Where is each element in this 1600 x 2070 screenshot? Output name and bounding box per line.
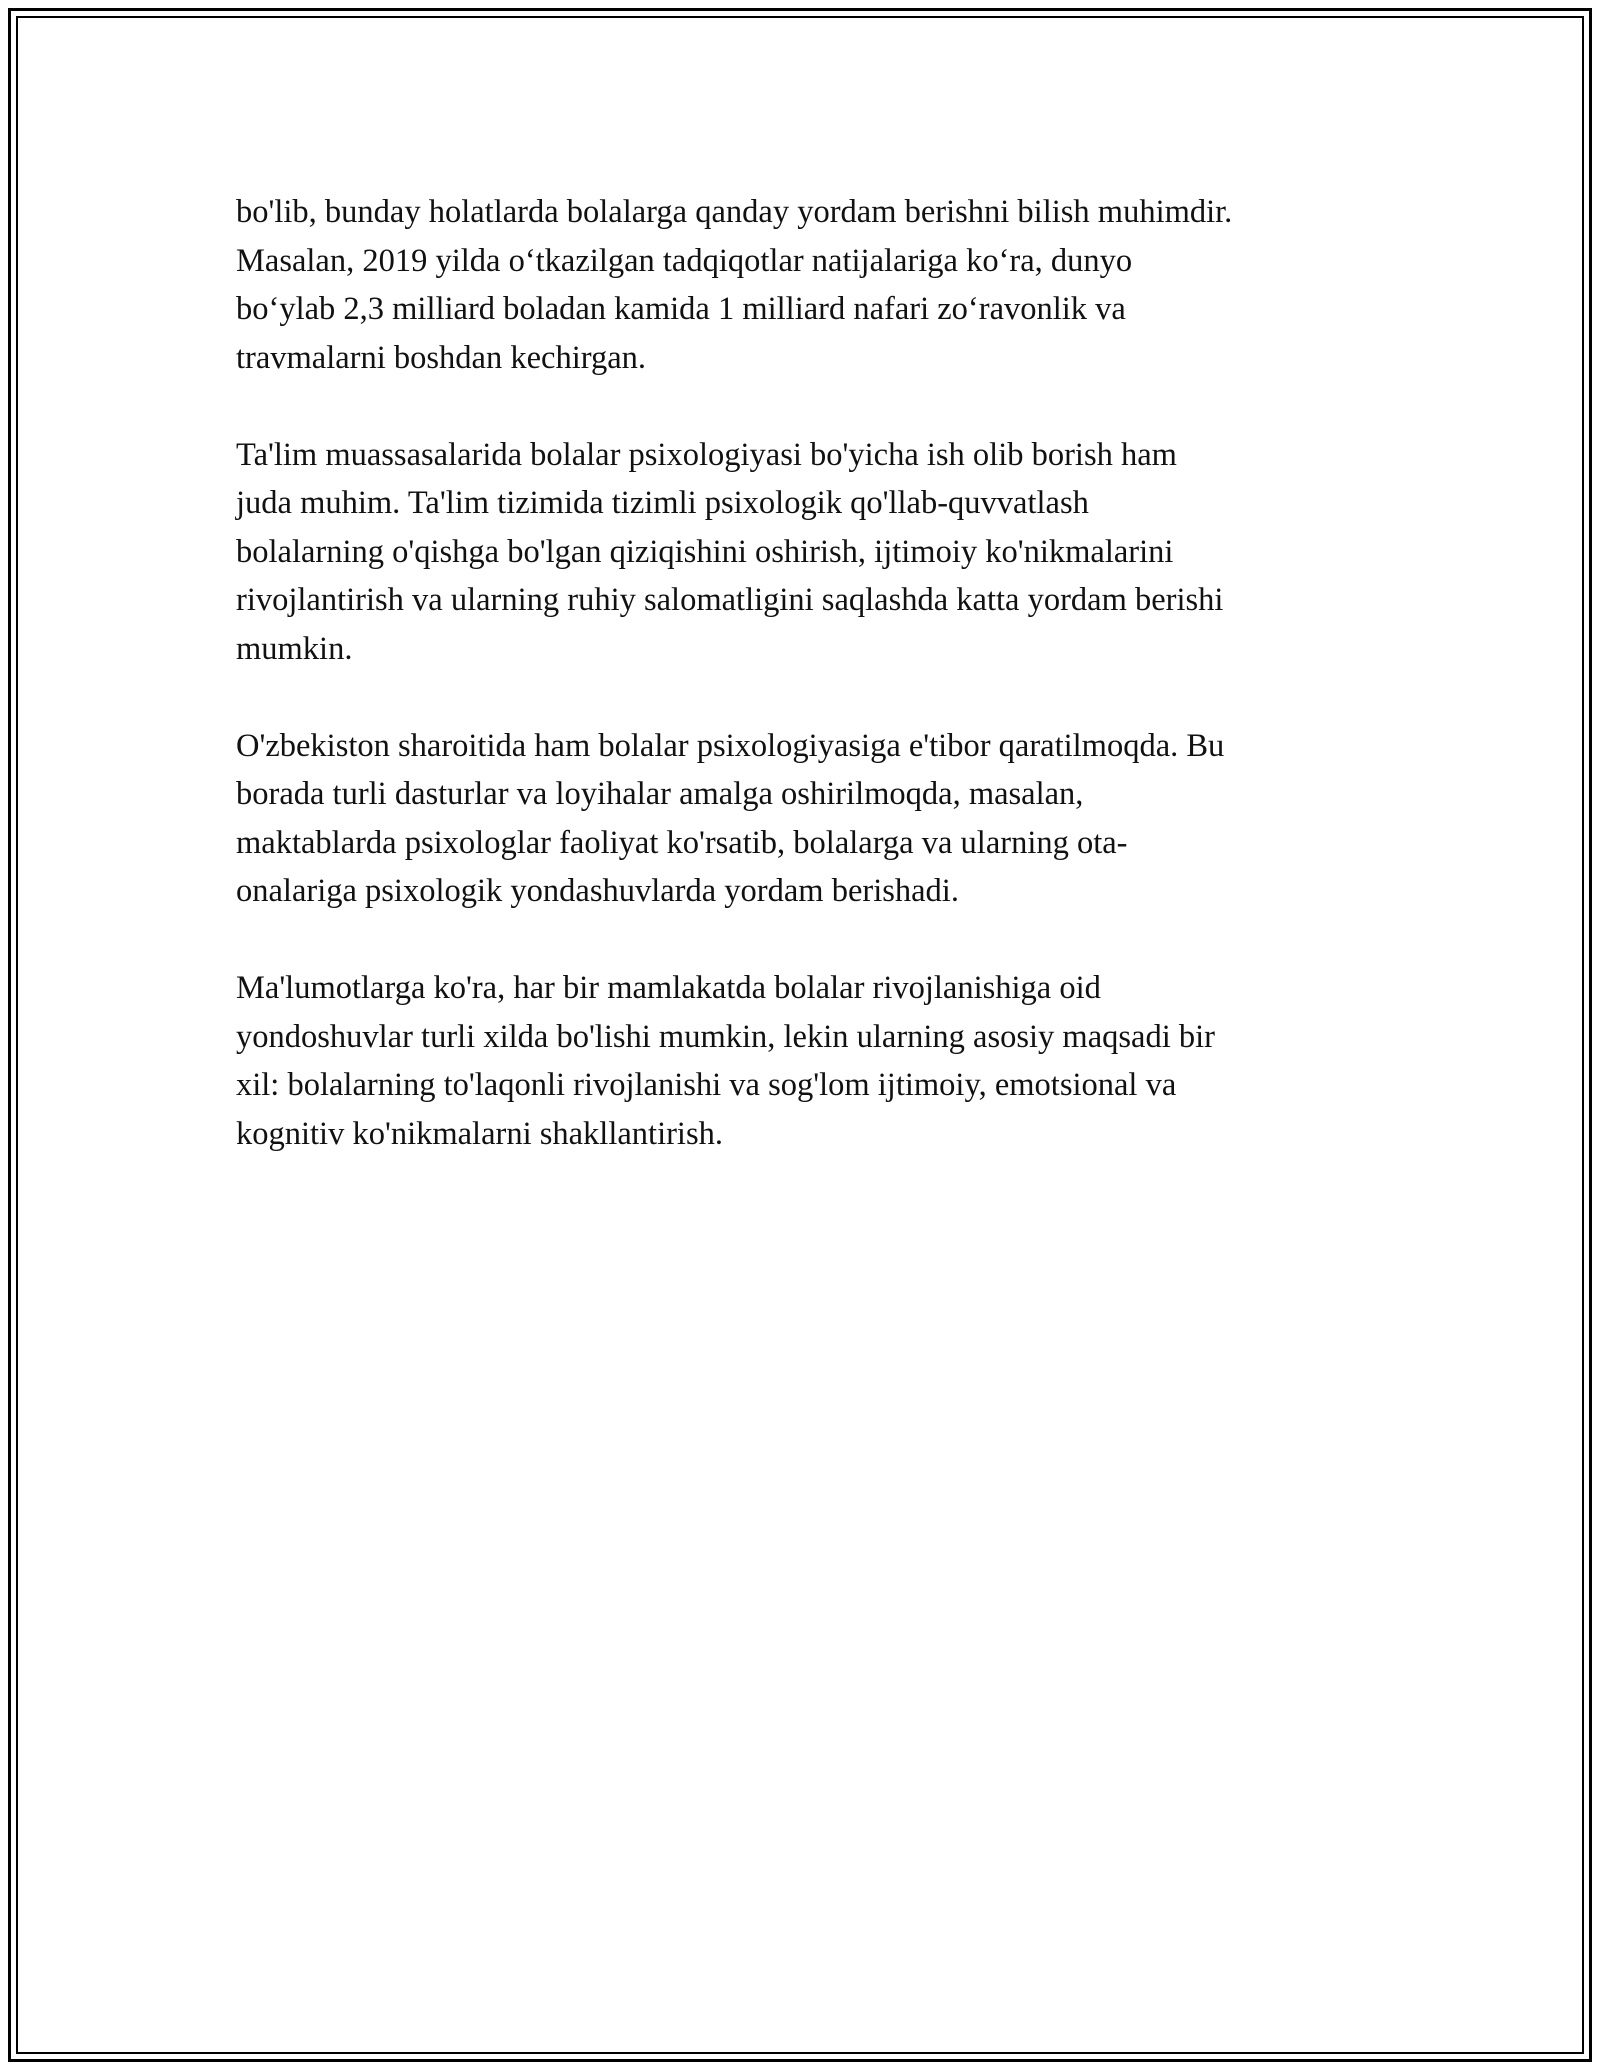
text-line: borada turli dasturlar va loyihalar amalga oshirilmoqda, masalan,: [236, 776, 1084, 812]
text-line: bo‘ylab 2,3 milliard boladan kamida 1 milliard nafari zo‘ravonlik va: [236, 291, 1126, 327]
text-line: bolalarning o'qishga bo'lgan qiziqishini oshirish, ijtimoiy ko'nikmalarini: [236, 533, 1174, 570]
paragraph-education-psychology: [236, 431, 1366, 674]
text-line: onalariga psixologik yondashuvlarda yordam berishadi.: [236, 873, 959, 909]
text-line: bo'lib, bunday holatlarda bolalarga qanday yordam berishni bilish muhimdir.: [236, 194, 1233, 230]
text-line: kognitiv ko'nikmalarni shakllantirish.: [236, 1115, 723, 1152]
text-line: juda muhim. Ta'lim tizimida tizimli psixologik qo'llab-quvvatlash: [236, 485, 1089, 521]
text-line: travmalarni boshdan kechirgan.: [236, 339, 647, 376]
text-line: Masalan, 2019 yilda o‘tkazilgan tadqiqotlar natijalariga ko‘ra, dunyo: [236, 242, 1133, 279]
text-line: O'zbekiston sharoitida ham bolalar psixologiyasiga e'tibor qaratilmoqda. Bu: [236, 727, 1225, 764]
paragraph-child-trauma: [236, 188, 1366, 382]
paragraph-approaches: [236, 964, 1366, 1158]
text-line: mumkin.: [236, 630, 353, 667]
document-body: [236, 188, 1366, 1207]
text-line: xil: bolalarning to'laqonli rivojlanishi va sog'lom ijtimoiy, emotsional va: [236, 1067, 1177, 1103]
text-line: yondoshuvlar turli xilda bo'lishi mumkin, lekin ularning asosiy maqsadi bir: [236, 1018, 1215, 1055]
text-line: maktablarda psixologlar faoliyat ko'rsatib, bolalarga va ularning ota-: [236, 824, 1128, 861]
paragraph-uzbekistan: [236, 722, 1366, 916]
text-line: rivojlantirish va ularning ruhiy salomatligini saqlashda katta yordam berishi: [236, 582, 1224, 618]
text-line: Ma'lumotlarga ko'ra, har bir mamlakatda bolalar rivojlanishiga oid: [236, 970, 1101, 1006]
text-line: Ta'lim muassasalarida bolalar psixologiyasi bo'yicha ish olib borish ham: [236, 436, 1177, 473]
